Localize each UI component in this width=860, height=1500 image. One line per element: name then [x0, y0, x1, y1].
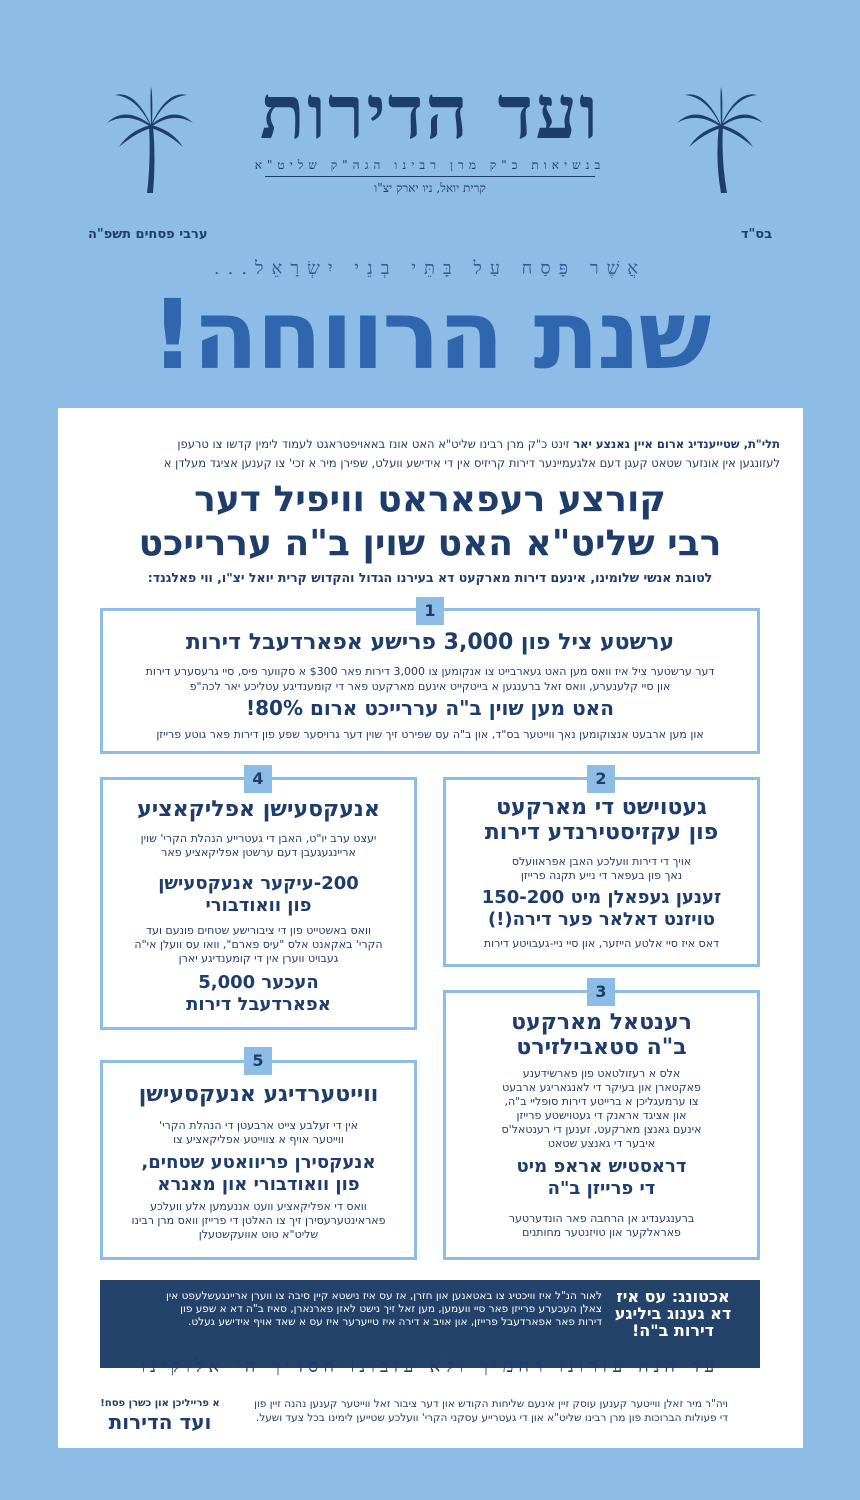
- intro-line-1: [80, 436, 780, 453]
- box-2-title: [450, 795, 753, 845]
- bsd-label: בס"ד: [740, 227, 772, 242]
- attention-title-line-1: אכטונג: עס איז: [616, 1287, 730, 1306]
- footer-text: [238, 1397, 728, 1425]
- box-5-text-1: אין די זעלבע צייט ארבעטן די הנהלת הקרי': [159, 1119, 358, 1132]
- palm-tree-icon: [675, 85, 765, 195]
- box-4-text-3: וואס באשטייט פון די ציבורישע שטחים פונעם ועד: [146, 924, 371, 937]
- box-5-text-5: שליט"א טוט אוועקשטעלן: [198, 1228, 319, 1241]
- intro-line-2: לעזונגען אין אונזער שטאט קעגן דעם אלגעמיינער דירות קריזיס אין די אידישע וועלט, שפירן מיר א זכי' צו קענען אציגד מעלדן א: [163, 456, 780, 470]
- box-4-highlight-line-4: אפארדעבל דירות: [186, 994, 331, 1015]
- box-3-title: [450, 1010, 753, 1060]
- box-1-text-3: און מען ארבעט אנצוקומען נאך ווייטער בס"ד, און ב"ה עס שפירט זיך שוין דער גרויסער שפע פון דירות פאר גוטע פרייזן: [156, 728, 704, 741]
- box-1-text-2: און סיי קלענערע, וואס זאל ברענגען א בייטקייט אינעם מארקעט פאר די קומענדיגע עטליכע יאר לכה"פ: [189, 680, 671, 693]
- box-3-text-4: און אציגד אראנק די געטוישטע פרייזן: [516, 1109, 687, 1122]
- box-5-text-4: פאראינטערעסירן זיך צו האלטן די פרייזן וואס מרן רבינו: [131, 1214, 386, 1227]
- box-2-highlight-line-2: טויזנט דאלאר פער דירה(!): [487, 909, 716, 930]
- box-2-highlight-line-1: זענען געפאלן מיט 150-200: [481, 887, 722, 908]
- box-4-highlight-line-3: העכער 5,000: [198, 972, 319, 993]
- box-5-highlight-line-2: פון וואודבורי און מאנרא: [157, 1174, 360, 1195]
- box-4-highlight-line-2: פון וואודבורי: [205, 895, 312, 916]
- box-3-highlight-line-1: דראסטיש אראפ מיט: [516, 1156, 687, 1177]
- date-label: ערבי פסחים תשפ"ה: [88, 227, 208, 242]
- box-5-title: ווייטערדיגע אנעקסעישן: [138, 1082, 379, 1107]
- masthead-title: ועד הדירות: [259, 70, 601, 156]
- box-4-text-4: הקרי' באקאנט אלס "עיס פארם", וואו עס וועלן אי"ה: [134, 938, 383, 951]
- box-5-highlight-line-1: אנעקסירן פריוואטע שטחים,: [141, 1152, 376, 1173]
- box-1-text-1: דער ערשטער ציל איז וואס מען האט געארבייט צו אנקומען צו 3,000 דירות פאר $300 א סקווער פיס, סיי גרעסערע דירות: [145, 665, 715, 678]
- box-2-title-line-2: פון עקזיסטירנדע דירות: [484, 820, 719, 845]
- masthead-place: קרית יואל, ניו יארק יצ"ו: [374, 181, 486, 195]
- box-3-text-3: צו ערמעגליכן א ברייטע דירות סופליי ב"ה,: [504, 1095, 699, 1108]
- box-1-title: ערשטע ציל פון 3,000 פרישע אפארדעבל דירות: [185, 630, 675, 655]
- box-3-text-2: פאקטארן און בעיקר די לאנגאריגע ארבעט: [502, 1081, 701, 1094]
- box-3-text-5: אינעם גאנצן מארקעט, זענען די רענטאל'ס: [501, 1123, 702, 1136]
- report-heading-line-1: קורצע רעפאראט וויפיל דער: [194, 479, 666, 520]
- box-4-highlight-2: [107, 972, 410, 1016]
- box-3-text-8: פאראלקער און טויזנטער מחותנים: [522, 1226, 681, 1239]
- box-2-text-2: נאך פון בעפאר די נייע תקנה פרייזן: [520, 869, 683, 882]
- prayer-line: עד הנה עזרונו רחמיך ולא עזבונו חסדיך ה' אלוקינו: [140, 1356, 720, 1377]
- box-2-text-1: אויך די דירות וועלכע האבן אפראוועלס: [511, 855, 692, 868]
- main-headline: שנת הרווחה!: [150, 279, 710, 391]
- footer-text-line-2: די פעולות הברוכות פון מרן רבינו שליט"א און די געטרייע עסקני הקרי' וועלכע שטייען לימינו בכל צעד ושעל.: [255, 1412, 728, 1424]
- box-4-highlight-line-1: 200-עיקער אנעקסעישן: [158, 873, 359, 894]
- footer-signature: ועד הדירות: [108, 1410, 212, 1434]
- report-heading: [90, 478, 770, 566]
- box-2-text-3: דאס איז סיי אלטע הייזער, און סיי ניי-געבויטע דירות: [483, 937, 720, 950]
- box-3-text-1: אלס א רעזולטאט פון פארשידענע: [522, 1067, 681, 1080]
- attention-title-line-3: דירות ב"ה!: [631, 1321, 715, 1340]
- box-3-highlight-line-2: די פרייזן ב"ה: [547, 1178, 656, 1199]
- attention-text-line-3: דירות פאר אפארדעבל פרייזן, און אויב א דירה איז טייערער איז עס א שאד אויף אידישע געלט.: [188, 1316, 602, 1328]
- box-5-highlight: [107, 1152, 410, 1196]
- box-2-highlight: [450, 887, 753, 931]
- box-3-title-line-2: ב"ה סטאבילזירט: [516, 1035, 687, 1060]
- attention-banner: [100, 1280, 760, 1368]
- box-5-text-3: וואס די אפליקאציע וועט אננעמען אלע וועלכע: [150, 1200, 367, 1213]
- box-3-text-7: ברענגענדיג אן הרחבה פאר הונדערטער: [508, 1212, 695, 1225]
- box-3-title-line-1: רענטאל מארקעט: [511, 1010, 692, 1035]
- number-badge: 2: [587, 765, 615, 793]
- footer-text-line-1: ויה"ר מיר זאלן ווייטער קענען עוסק זיין אינעם שליחות הקודש און דער ציבור זאל ווייטער קענען נהנה זיין פון: [254, 1398, 728, 1410]
- masthead-divider: [265, 176, 595, 177]
- box-4-text-1: יעצט ערב יו"ט, האבן די געטרייע הנהלת הקרי' שוין: [140, 832, 377, 845]
- lead-text: לטובת אנשי שלומינו, אינעם דירות מארקעט דא בעירנו הגדול והקדוש קרית יואל יצ"ו, ווי פאלגנד:: [147, 570, 713, 585]
- verse-line: אֲשֶׁר פָּסַח עַל בָּתֵּי בְנֵי יִשְׂרָאֵל...: [213, 258, 647, 279]
- box-4-text-5: געבויט ווערן אין די קומענדיגע יארן: [178, 952, 339, 965]
- attention-title-line-2: דא גענוג ביליגע: [614, 1304, 732, 1323]
- attention-title: [598, 1288, 748, 1339]
- box-1-highlight: האט מען שוין ב"ה עררייכט ארום 80%!: [246, 696, 614, 720]
- attention-text-line-1: לאור הנ"ל איז וויכטיג צו באטאנען און חזרן, אז עס איז נישטא קיין סיבה צו ווערן אריינגעשלעפט אין: [166, 1290, 602, 1302]
- palm-tree-icon: [105, 85, 195, 195]
- box-4-title: אנעקסעישן אפליקאציע: [137, 797, 380, 822]
- masthead-subtitle: בנשיאות כ"ק מרן רבינו הגה"ק שליט"א: [254, 158, 606, 172]
- box-3-text-6: איבער די גאנצע שטאט: [547, 1137, 656, 1150]
- number-badge: 3: [587, 978, 615, 1006]
- number-badge: 1: [416, 597, 444, 625]
- number-badge: 4: [244, 765, 272, 793]
- box-5-text-2: ווייטער אויף א צווייטע אפליקאציע צו: [173, 1133, 344, 1146]
- box-2-title-line-1: געטוישט די מארקעט: [496, 795, 707, 820]
- report-heading-line-2: רבי שליט"א האט שוין ב"ה עררייכט: [138, 523, 722, 564]
- intro-text: זינט כ"ק מרן רבינו שליט"א האט אונז באאויפטראגט לעמוד לימין קדשו צו טרעפן: [177, 437, 570, 451]
- intro-bold: תלי"ת, שטייענדיג ארום איין גאנצע יאר: [573, 437, 780, 451]
- box-3-highlight: [450, 1156, 753, 1200]
- footer-greeting: א פרייליכן און כשרן פסח!: [100, 1398, 220, 1409]
- attention-text: [112, 1290, 602, 1329]
- box-4-highlight-1: [107, 873, 410, 917]
- number-badge: 5: [244, 1047, 272, 1075]
- attention-text-line-2: צאלן העכערע פרייזן פאר סיי וועמען, מען זאל זיך נישט לאזן פארנארן, סאיז ב"ה דא א שפע פון: [180, 1303, 602, 1315]
- box-4-text-2: אריינגעגעבן דעם ערשטן אפליקאציע פאר: [161, 846, 356, 859]
